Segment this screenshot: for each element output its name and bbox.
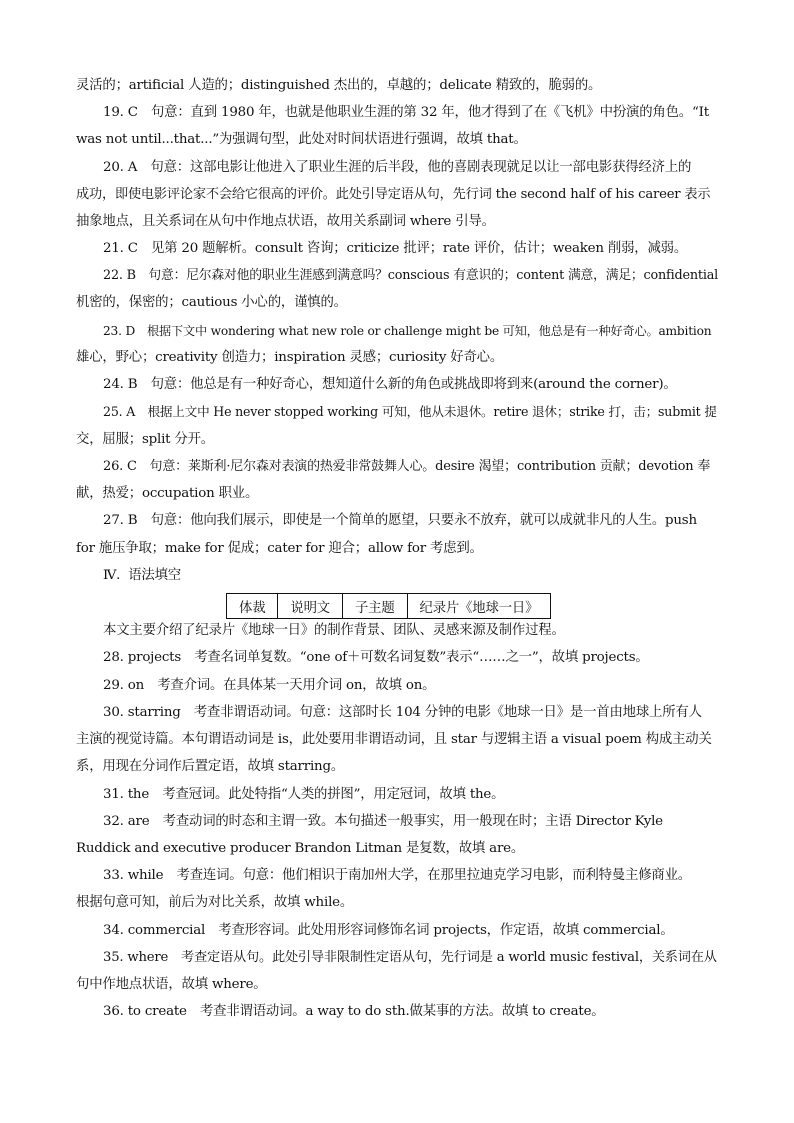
subtopic-value-cell: 纪录片《地球一日》: [407, 594, 551, 619]
genre-value-cell: 说明文: [278, 594, 343, 619]
answer-24-line: 24. B 句意：他总是有一种好奇心，想知道什么新的角色或挑战即将到来(around the corner)。: [103, 377, 677, 392]
answer-33-line: 33. while 考查连词。句意：他们相识于南加州大学，在那里拉迪克学习电影，而利特曼主修商业。: [103, 868, 691, 883]
genre-label-cell: 体裁: [227, 594, 278, 619]
article-info-table: [226, 593, 551, 619]
text-line: Ruddick and executive producer Brandon Litman 是复数，故填 are。: [76, 841, 525, 856]
answer-22-line: 22. B 句意：尼尔森对他的职业生涯感到满意吗？conscious 有意识的；content 满意，满足；confidential: [103, 268, 719, 283]
answer-20-line: 20. A 句意：这部电影让他进入了职业生涯的后半段，他的喜剧表现就足以让一部电影获得经济上的: [103, 160, 692, 175]
answer-30-line: 30. starring 考查非谓语动词。句意：这部时长 104 分钟的电影《地球一日》是一首由地球上所有人: [103, 705, 702, 720]
section-title: 语法填空: [128, 568, 181, 583]
answer-35-line: 35. where 考查定语从句。此处引导非限制性定语从句，先行词是 a world music festival，关系词在从: [103, 950, 717, 965]
text-line: 成功，即使电影评论家不会给它很高的评价。此处引导定语从句，先行词 the second half of his career 表示: [76, 187, 711, 202]
answer-25-line: 25. A 根据上文中 He never stopped working 可知，他从未退休。retire 退休；strike 打，击；submit 提: [103, 404, 717, 419]
answer-32-line: 32. are 考查动词的时态和主谓一致。本句描述一般事实，用一般现在时；主语 Director Kyle: [103, 814, 663, 829]
subtopic-label-cell: 子主题: [342, 594, 407, 619]
text-line: 交，屈服；split 分开。: [76, 432, 214, 447]
answer-27-line: 27. B 句意：他向我们展示，即使是一个简单的愿望，只要永不放弃，就可以成就非凡的人生。push: [103, 513, 697, 528]
answer-29-line: 29. on 考查介词。在具体某一天用介词 on，故填 on。: [103, 678, 436, 693]
text-line: was not until...that...”为强调句型，此处对时间状语进行强调，故填 that。: [76, 132, 527, 147]
text-line: 根据句意可知，前后为对比关系，故填 while。: [76, 895, 354, 910]
text-line: 献，热爱；occupation 职业。: [76, 486, 259, 501]
text-line: 系，用现在分词作后置定语，故填 starring。: [76, 759, 345, 774]
section-number: Ⅳ.: [103, 568, 121, 583]
answer-31-line: 31. the 考查冠词。此处特指“人类的拼图”，用定冠词，故填 the。: [103, 787, 505, 802]
text-line: 雄心，野心；creativity 创造力；inspiration 灵感；curiosity 好奇心。: [76, 350, 504, 365]
answer-23-line: 23. D 根据下文中 wondering what new role or challenge might be 可知，他总是有一种好奇心。ambition: [103, 324, 712, 338]
answer-34-line: 34. commercial 考查形容词。此处用形容词修饰名词 projects，作定语，故填 commercial。: [103, 923, 674, 938]
text-line: 句中作地点状语，故填 where。: [76, 977, 267, 992]
answer-36-line: 36. to create 考查非谓语动词。a way to do sth.做某事的方法。故填 to create。: [103, 1004, 605, 1019]
answer-28-line: 28. projects 考查名词单复数。“one of＋可数名词复数”表示“……之一”，故填 projects。: [103, 650, 649, 665]
text-line: 主演的视觉诗篇。本句谓语动词是 is，此处要用非谓语动词，且 star 与逻辑主语 a visual poem 构成主动关: [76, 732, 712, 747]
summary-line: 本文主要介绍了纪录片《地球一日》的制作背景、团队、灵感来源及制作过程。: [103, 623, 565, 638]
text-line: for 施压争取；make for 促成；cater for 迎合；allow for 考虑到。: [76, 541, 483, 556]
text-line: 机密的，保密的；cautious 小心的，谨慎的。: [76, 295, 347, 310]
text-line: 抽象地点，且关系词在从句中作地点状语，故用关系副词 where 引导。: [76, 214, 495, 229]
answer-26-line: 26. C 句意：莱斯利·尼尔森对表演的热爱非常鼓舞人心。desire 渴望；contribution 贡献；devotion 奉: [103, 459, 711, 474]
answer-21-line: 21. C 见第 20 题解析。consult 咨询；criticize 批评；rate 评价，估计；weaken 削弱，减弱。: [103, 241, 688, 256]
section-heading: [103, 567, 181, 585]
text-line: 灵活的；artificial 人造的；distinguished 杰出的，卓越的；delicate 精致的，脆弱的。: [76, 78, 602, 93]
answer-19-line: 19. C 句意：直到 1980 年，也就是他职业生涯的第 32 年，他才得到了在《飞机》中扮演的角色。“It: [103, 105, 709, 120]
